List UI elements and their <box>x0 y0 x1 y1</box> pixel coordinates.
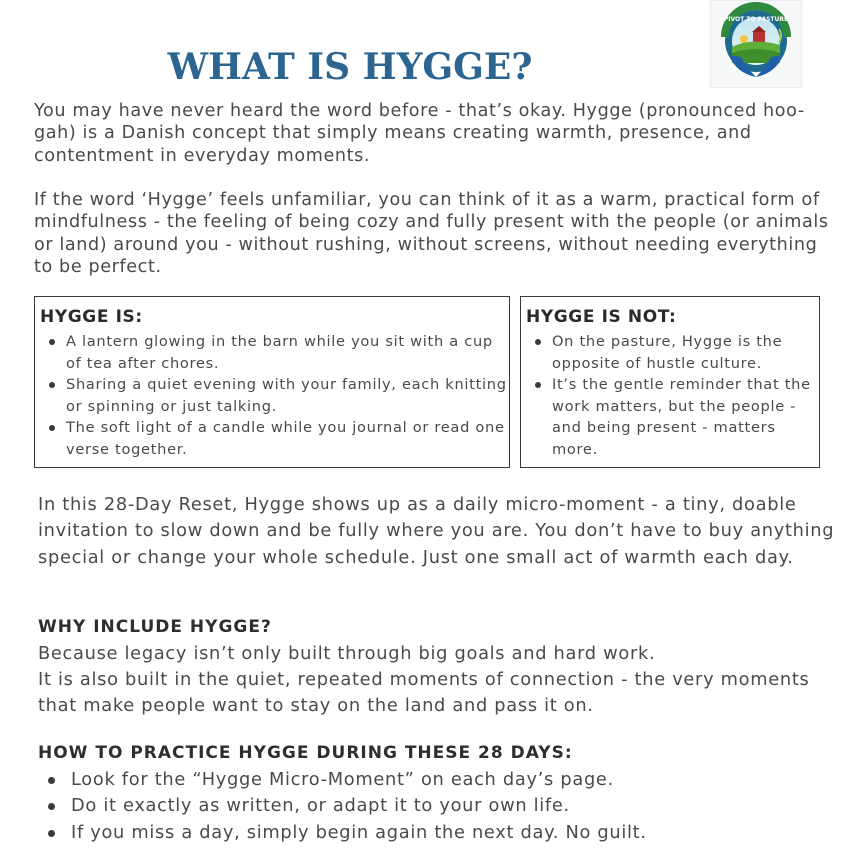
pivot-to-pasture-logo <box>710 0 802 88</box>
bullet-icon <box>48 830 55 837</box>
list-item: Sharing a quiet evening with your family, each knitting or spinning or just talking. <box>35 374 509 417</box>
list-item: A lantern glowing in the barn while you sit with a cup of tea after chores. <box>35 331 509 374</box>
why-paragraph <box>38 641 838 719</box>
page-title: WHAT IS HYGGE? <box>167 46 533 89</box>
how-list <box>38 767 838 846</box>
intro-paragraph-2: If the word ‘Hygge’ feels unfamiliar, you can think of it as a warm, practical form of mindfulness - the feeling of being cozy and fully present with the people (or animals or land) around you - without rushing, without screens, without needing everything to be perfect. <box>34 190 829 277</box>
why-line-1: Because legacy isn’t only built through big goals and hard work. <box>38 643 656 664</box>
list-item: On the pasture, Hygge is the opposite of hustle culture. <box>521 331 819 374</box>
why-line-2: It is also built in the quiet, repeated moments of connection - the very moments that make people want to stay on the land and pass it on. <box>38 669 810 716</box>
list-item: If you miss a day, simply begin again the next day. No guilt. <box>38 820 838 846</box>
hygge-is-heading: HYGGE IS: <box>40 307 143 327</box>
reset-paragraph: In this 28-Day Reset, Hygge shows up as a daily micro-moment - a tiny, doable invitation to slow down and be fully where you are. You don’t have to buy anything special or change your whole schedule. Just one small act of warmth each day. <box>38 494 835 568</box>
hygge-is-not-box <box>520 296 820 468</box>
why-heading: WHY INCLUDE HYGGE? <box>38 617 272 637</box>
bullet-icon <box>48 777 55 784</box>
list-item: It’s the gentle reminder that the work matters, but the people - and being present - matters more. <box>521 374 819 460</box>
bullet-icon <box>49 382 55 388</box>
hygge-is-not-heading: HYGGE IS NOT: <box>526 307 677 327</box>
bullet-icon <box>48 803 55 810</box>
farm-hands-logo-icon <box>711 1 801 87</box>
bullet-icon <box>535 339 541 345</box>
bullet-icon <box>535 382 541 388</box>
hygge-is-list <box>35 331 509 460</box>
hygge-is-not-list <box>521 331 819 460</box>
svg-text:PIVOT TO PASTURE: PIVOT TO PASTURE <box>723 16 789 23</box>
how-heading: HOW TO PRACTICE HYGGE DURING THESE 28 DAYS: <box>38 743 573 763</box>
bullet-icon <box>49 425 55 431</box>
intro-paragraph-1: You may have never heard the word before - that’s okay. Hygge (pronounced hoo-gah) is a Danish concept that simply means creating warmth, presence, and contentment in everyday moments. <box>34 101 805 166</box>
bullet-icon <box>49 339 55 345</box>
list-item: Do it exactly as written, or adapt it to your own life. <box>38 793 838 819</box>
hygge-is-box <box>34 296 510 468</box>
list-item: Look for the “Hygge Micro-Moment” on each day’s page. <box>38 767 838 793</box>
list-item: The soft light of a candle while you journal or read one verse together. <box>35 417 509 460</box>
